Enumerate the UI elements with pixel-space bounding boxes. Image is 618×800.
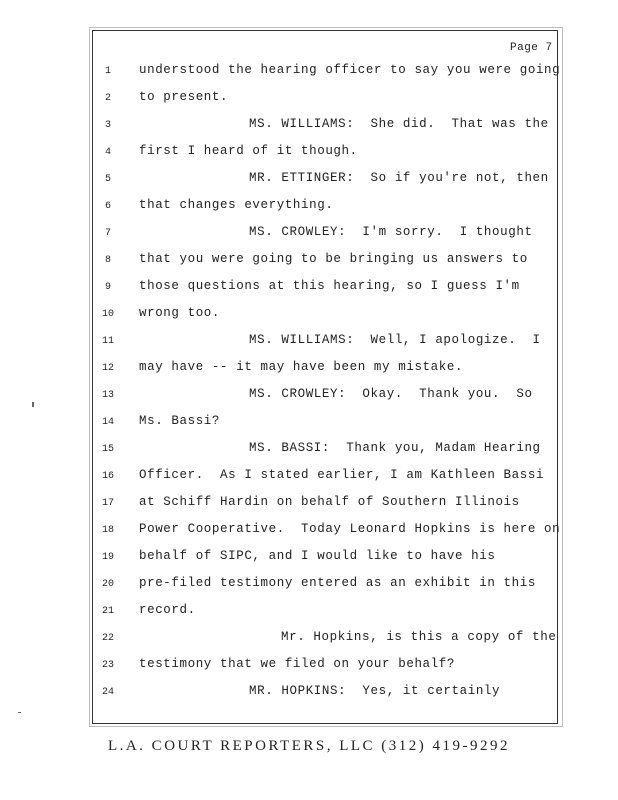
- transcript-line: [0, 629, 618, 649]
- line-text: understood the hearing officer to say you were going: [139, 63, 561, 77]
- line-text: Officer. As I stated earlier, I am Kathleen Bassi: [139, 468, 545, 482]
- line-text: wrong too.: [139, 306, 221, 320]
- line-text: MS. BASSI: Thank you, Madam Hearing: [249, 441, 541, 455]
- line-text: MS. CROWLEY: I'm sorry. I thought: [249, 225, 533, 239]
- line-text: MS. WILLIAMS: She did. That was the: [249, 117, 549, 131]
- scan-speck: [32, 402, 34, 407]
- line-number: 11: [101, 336, 114, 347]
- line-number: 6: [104, 201, 111, 212]
- line-number: 2: [104, 93, 111, 104]
- line-text: first I heard of it though.: [139, 144, 358, 158]
- transcript-line: [0, 413, 618, 433]
- transcript-line: [0, 116, 618, 136]
- transcript-line: [0, 305, 618, 325]
- line-number: 5: [104, 174, 111, 185]
- line-text: may have -- it may have been my mistake.: [139, 360, 464, 374]
- line-number: 16: [101, 471, 114, 482]
- line-number: 20: [101, 579, 114, 590]
- scan-speck: [18, 712, 21, 713]
- line-number: 4: [104, 147, 111, 158]
- line-text: MR. ETTINGER: So if you're not, then: [249, 171, 549, 185]
- transcript-line: [0, 278, 618, 298]
- line-number: 12: [101, 363, 114, 374]
- line-text: Power Cooperative. Today Leonard Hopkins is here on: [139, 522, 561, 536]
- line-number: 9: [104, 282, 111, 293]
- line-number: 17: [101, 498, 114, 509]
- line-number: 15: [101, 444, 114, 455]
- line-text: Mr. Hopkins, is this a copy of the: [281, 630, 557, 644]
- transcript-line: [0, 359, 618, 379]
- line-text: those questions at this hearing, so I guess I'm: [139, 279, 520, 293]
- line-text: record.: [139, 603, 196, 617]
- transcript-line: [0, 575, 618, 595]
- transcript-line: [0, 467, 618, 487]
- transcript-line: [0, 251, 618, 271]
- line-number: 3: [104, 120, 111, 131]
- transcript-line: [0, 62, 618, 82]
- line-number: 1: [104, 66, 111, 77]
- transcript-line: [0, 197, 618, 217]
- line-number: 23: [101, 660, 114, 671]
- line-text: at Schiff Hardin on behalf of Southern Illinois: [139, 495, 520, 509]
- line-number: 18: [101, 525, 114, 536]
- line-number: 22: [101, 633, 114, 644]
- transcript-line: [0, 683, 618, 703]
- line-number: 14: [101, 417, 114, 428]
- line-number: 13: [101, 390, 114, 401]
- transcript-line: [0, 386, 618, 406]
- court-reporter-footer: L.A. COURT REPORTERS, LLC (312) 419-9292: [107, 738, 511, 754]
- transcript-line: [0, 440, 618, 460]
- transcript-line: [0, 521, 618, 541]
- transcript-line: [0, 332, 618, 352]
- line-text: Ms. Bassi?: [139, 414, 221, 428]
- line-text: MR. HOPKINS: Yes, it certainly: [249, 684, 501, 698]
- transcript-line: [0, 656, 618, 676]
- line-text: behalf of SIPC, and I would like to have his: [139, 549, 496, 563]
- line-text: pre-filed testimony entered as an exhibit in this: [139, 576, 536, 590]
- transcript-line: [0, 170, 618, 190]
- transcript-line: [0, 602, 618, 622]
- line-number: 8: [104, 255, 111, 266]
- line-number: 10: [101, 309, 114, 320]
- transcript-line: [0, 143, 618, 163]
- line-number: 19: [101, 552, 114, 563]
- line-text: that you were going to be bringing us answers to: [139, 252, 528, 266]
- line-number: 21: [101, 606, 114, 617]
- line-text: to present.: [139, 90, 229, 104]
- transcript-line: [0, 494, 618, 514]
- line-text: MS. WILLIAMS: Well, I apologize. I: [249, 333, 541, 347]
- transcript-line: [0, 89, 618, 109]
- transcript-line: [0, 224, 618, 244]
- line-text: that changes everything.: [139, 198, 334, 212]
- line-number: 24: [101, 687, 114, 698]
- line-text: testimony that we filed on your behalf?: [139, 657, 455, 671]
- page-number-label: Page 7: [510, 42, 553, 54]
- line-number: 7: [104, 228, 111, 239]
- line-text: MS. CROWLEY: Okay. Thank you. So: [249, 387, 533, 401]
- transcript-line: [0, 548, 618, 568]
